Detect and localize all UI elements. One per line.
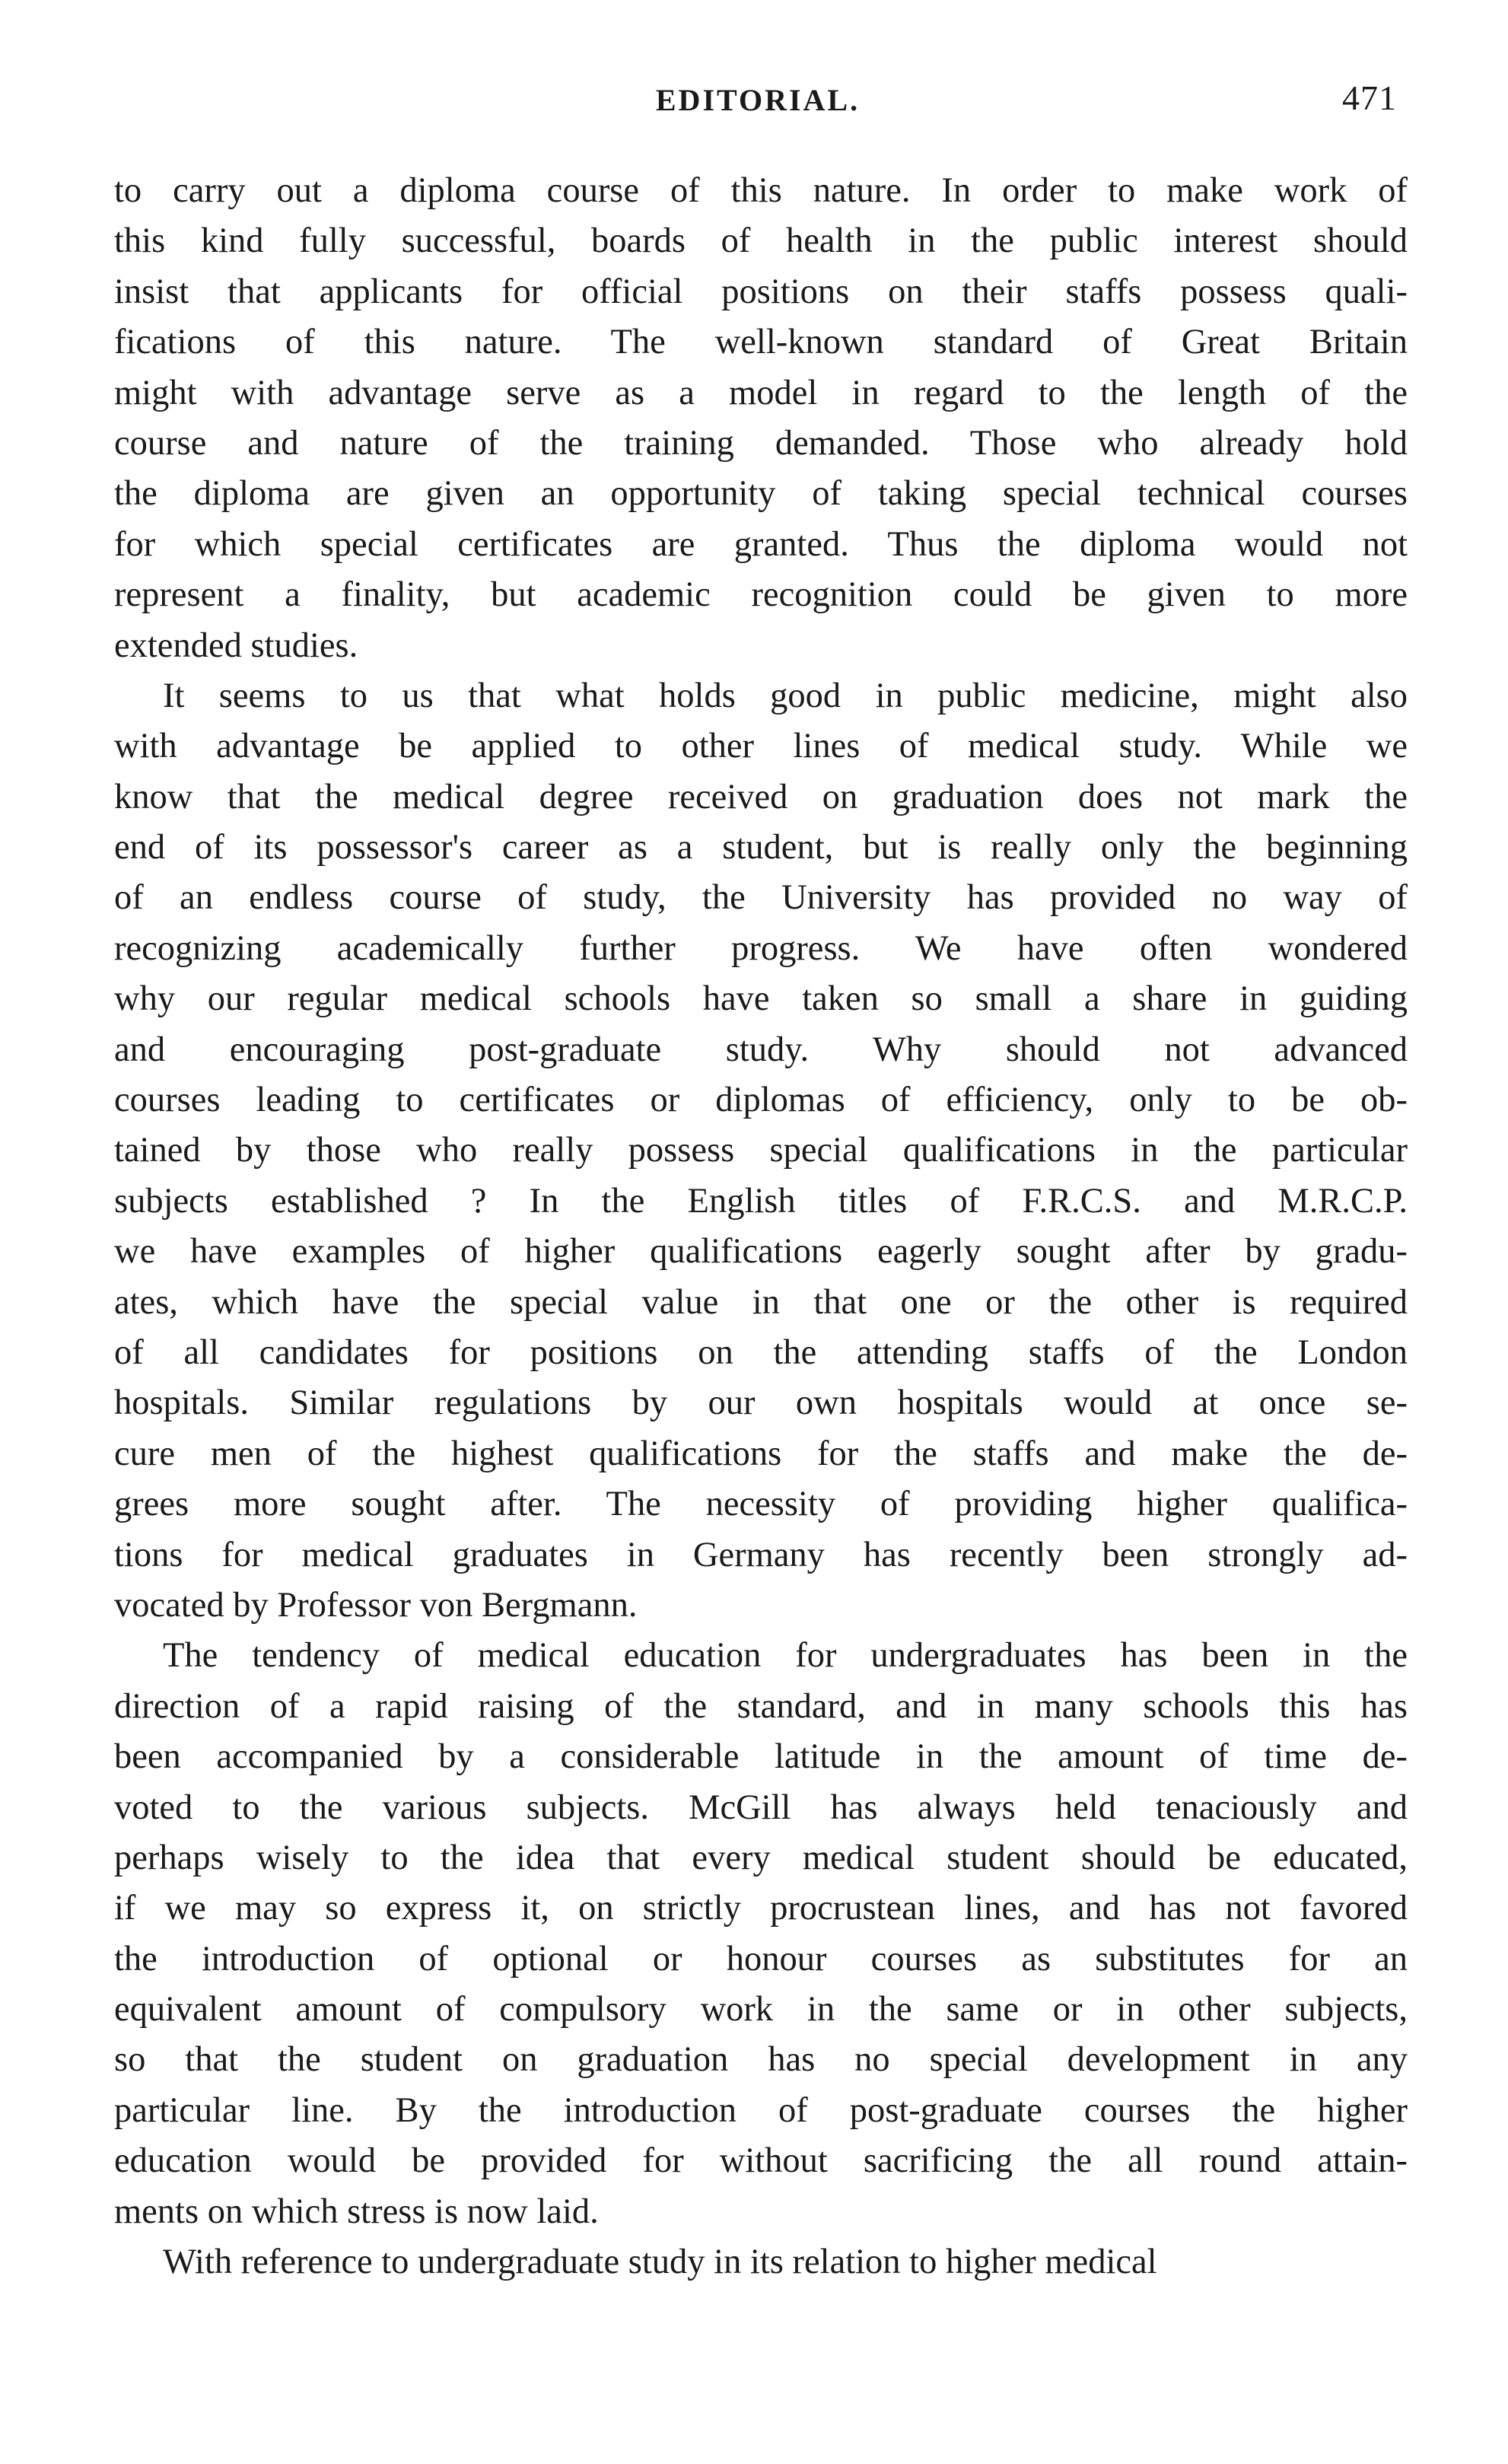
text-line: to carry out a diploma course of this nature. In order to make work of	[114, 171, 1408, 210]
text-line: particular line. By the introduction of post-graduate courses the higher	[114, 2090, 1408, 2130]
text-line: of an endless course of study, the University has provided no way of	[114, 878, 1408, 918]
text-line: perhaps wisely to the idea that every medical student should be educated,	[114, 1838, 1408, 1877]
text-line: subjects established ? In the English titles of F.R.C.S. and M.R.C.P.	[114, 1181, 1408, 1221]
text-line: education would be provided for without sacrificing the all round attain-	[114, 2141, 1408, 2181]
text-line: know that the medical degree received on graduation does not mark the	[114, 777, 1408, 817]
text-line: the diploma are given an opportunity of taking special technical courses	[114, 474, 1408, 514]
page-number: 471	[1342, 78, 1397, 117]
text-line: tions for medical graduates in Germany has recently been strongly ad-	[114, 1535, 1408, 1574]
text-line: and encouraging post-graduate study. Why should not advanced	[114, 1030, 1408, 1069]
running-title: EDITORIAL.	[655, 83, 861, 117]
text-line: ates, which have the special value in that one or the other is required	[114, 1282, 1408, 1322]
text-line: why our regular medical schools have taken so small a share in guiding	[114, 979, 1408, 1019]
text-line: With reference to undergraduate study in its relation to higher medical	[163, 2243, 1157, 2282]
text-line: course and nature of the training demanded. Those who already hold	[114, 423, 1408, 463]
text-line: fications of this nature. The well-known standard of Great Britain	[114, 323, 1408, 362]
body-text	[114, 166, 1408, 2287]
text-line: with advantage be applied to other lines of medical study. While we	[114, 727, 1408, 766]
text-line: cure men of the highest qualifications for the staffs and make the de-	[114, 1434, 1408, 1473]
text-line: this kind fully successful, boards of health in the public interest should	[114, 221, 1408, 261]
running-head	[119, 78, 1397, 128]
text-line: recognizing academically further progress. We have often wondered	[114, 928, 1408, 968]
text-line: hospitals. Similar regulations by our own hospitals would at once se-	[114, 1383, 1408, 1423]
text-line: if we may so express it, on strictly procrustean lines, and has not favored	[114, 1889, 1408, 1928]
text-line: voted to the various subjects. McGill has always held tenaciously and	[114, 1788, 1408, 1827]
text-line: of all candidates for positions on the attending staffs of the London	[114, 1332, 1408, 1372]
text-line: vocated by Professor von Bergmann.	[114, 1585, 638, 1625]
text-line: The tendency of medical education for undergraduates has been in the	[163, 1636, 1408, 1676]
paragraph	[114, 166, 1408, 671]
text-line: end of its possessor's career as a student, but is really only the beginning	[114, 828, 1408, 867]
paragraph	[114, 2237, 1408, 2287]
text-line: might with advantage serve as a model in regard to the length of the	[114, 373, 1408, 412]
text-line: ments on which stress is now laid.	[114, 2192, 599, 2231]
text-line: represent a finality, but academic recognition could be given to more	[114, 575, 1408, 615]
text-line: It seems to us that what holds good in public medicine, might also	[163, 676, 1408, 715]
text-line: equivalent amount of compulsory work in the same or in other subjects,	[114, 1990, 1408, 2029]
text-line: so that the student on graduation has no special development in any	[114, 2040, 1408, 2080]
text-line: extended studies.	[114, 626, 358, 665]
text-line: tained by those who really possess special qualifications in the particular	[114, 1131, 1408, 1170]
text-line: courses leading to certificates or diplomas of efficiency, only to be ob-	[114, 1081, 1408, 1120]
text-line: been accompanied by a considerable latitude in the amount of time de-	[114, 1737, 1408, 1777]
text-line: we have examples of higher qualifications eagerly sought after by gradu-	[114, 1232, 1408, 1272]
text-line: for which special certificates are granted. Thus the diploma would not	[114, 524, 1408, 564]
text-line: grees more sought after. The necessity of providing higher qualifica-	[114, 1485, 1408, 1524]
text-line: direction of a rapid raising of the standard, and in many schools this has	[114, 1686, 1408, 1726]
text-line: insist that applicants for official positions on their staffs possess quali-	[114, 272, 1408, 311]
paragraph	[114, 671, 1408, 1631]
paragraph	[114, 1631, 1408, 2237]
text-line: the introduction of optional or honour courses as substitutes for an	[114, 1939, 1408, 1979]
